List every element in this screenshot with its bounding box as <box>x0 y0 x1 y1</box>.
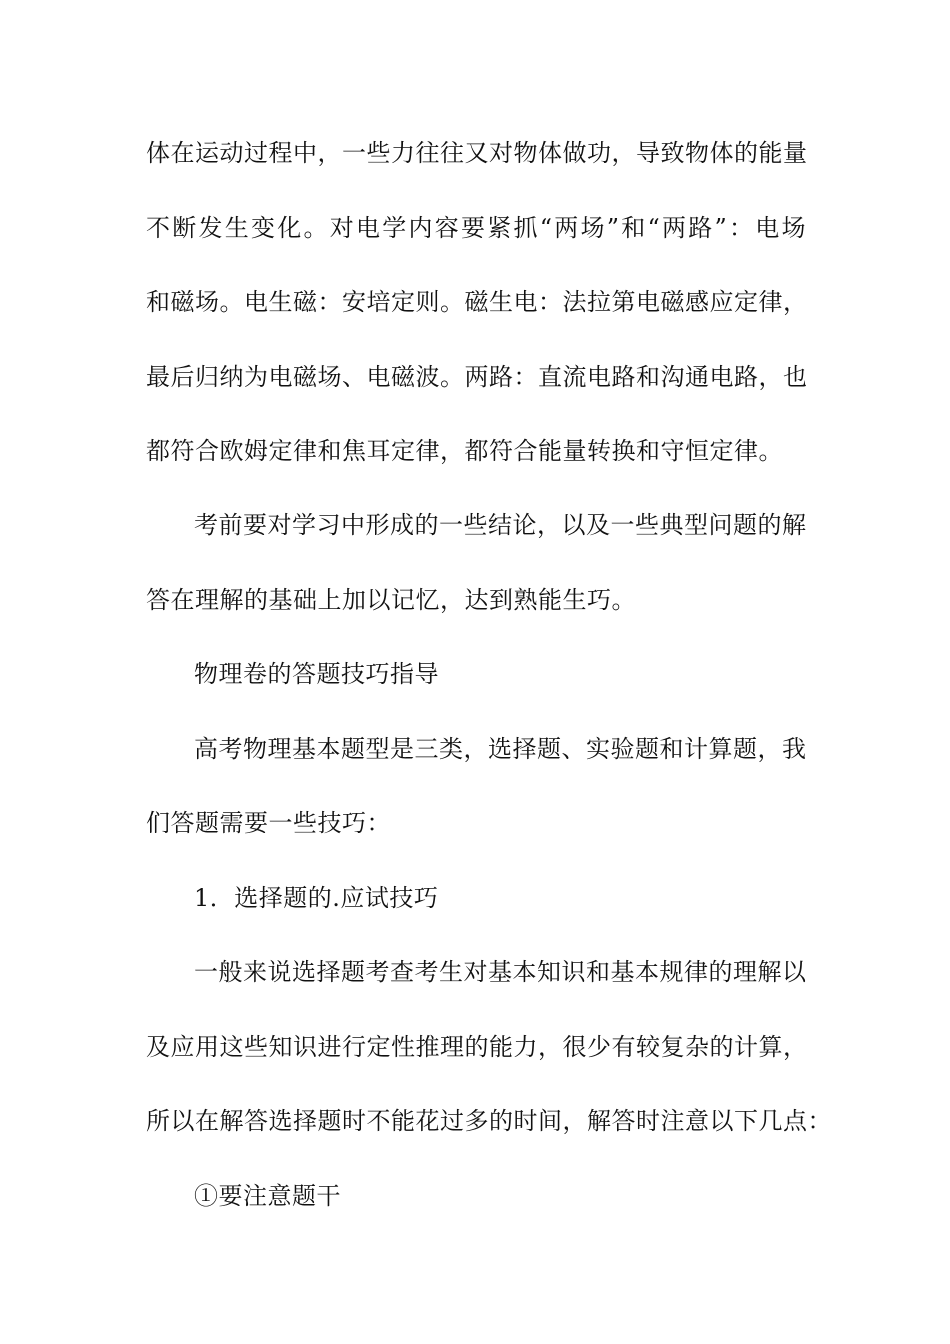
paragraph-line: 考前要对学习中形成的一些结论，以及一些典型问题的解 <box>194 511 807 539</box>
paragraph-line: 都符合欧姆定律和焦耳定律，都符合能量转换和守恒定律。 <box>146 437 783 465</box>
section-heading: 物理卷的答题技巧指导 <box>194 660 439 688</box>
paragraph-line: 体在运动过程中，一些力往往又对物体做功，导致物体的能量 <box>146 139 808 167</box>
paragraph-line: 不断发生变化。对电学内容要紧抓“两场”和“两路”：电场 <box>146 214 806 242</box>
list-item: ①要注意题干 <box>194 1182 341 1210</box>
numbered-heading: 1．选择题的.应试技巧 <box>194 884 439 912</box>
paragraph-line: 及应用这些知识进行定性推理的能力，很少有较复杂的计算， <box>146 1033 808 1061</box>
paragraph-line: 答在理解的基础上加以记忆，达到熟能生巧。 <box>146 586 636 614</box>
paragraph-line: 们答题需要一些技巧： <box>146 809 391 837</box>
paragraph-line: 所以在解答选择题时不能花过多的时间，解答时注意以下几点： <box>146 1107 832 1135</box>
paragraph-line: 最后归纳为电磁场、电磁波。两路：直流电路和沟通电路，也 <box>146 363 808 391</box>
paragraph-line: 高考物理基本题型是三类，选择题、实验题和计算题，我 <box>194 735 807 763</box>
paragraph-line: 一般来说选择题考查考生对基本知识和基本规律的理解以 <box>194 958 807 986</box>
paragraph-line: 和磁场。电生磁：安培定则。磁生电：法拉第电磁感应定律， <box>146 288 808 316</box>
